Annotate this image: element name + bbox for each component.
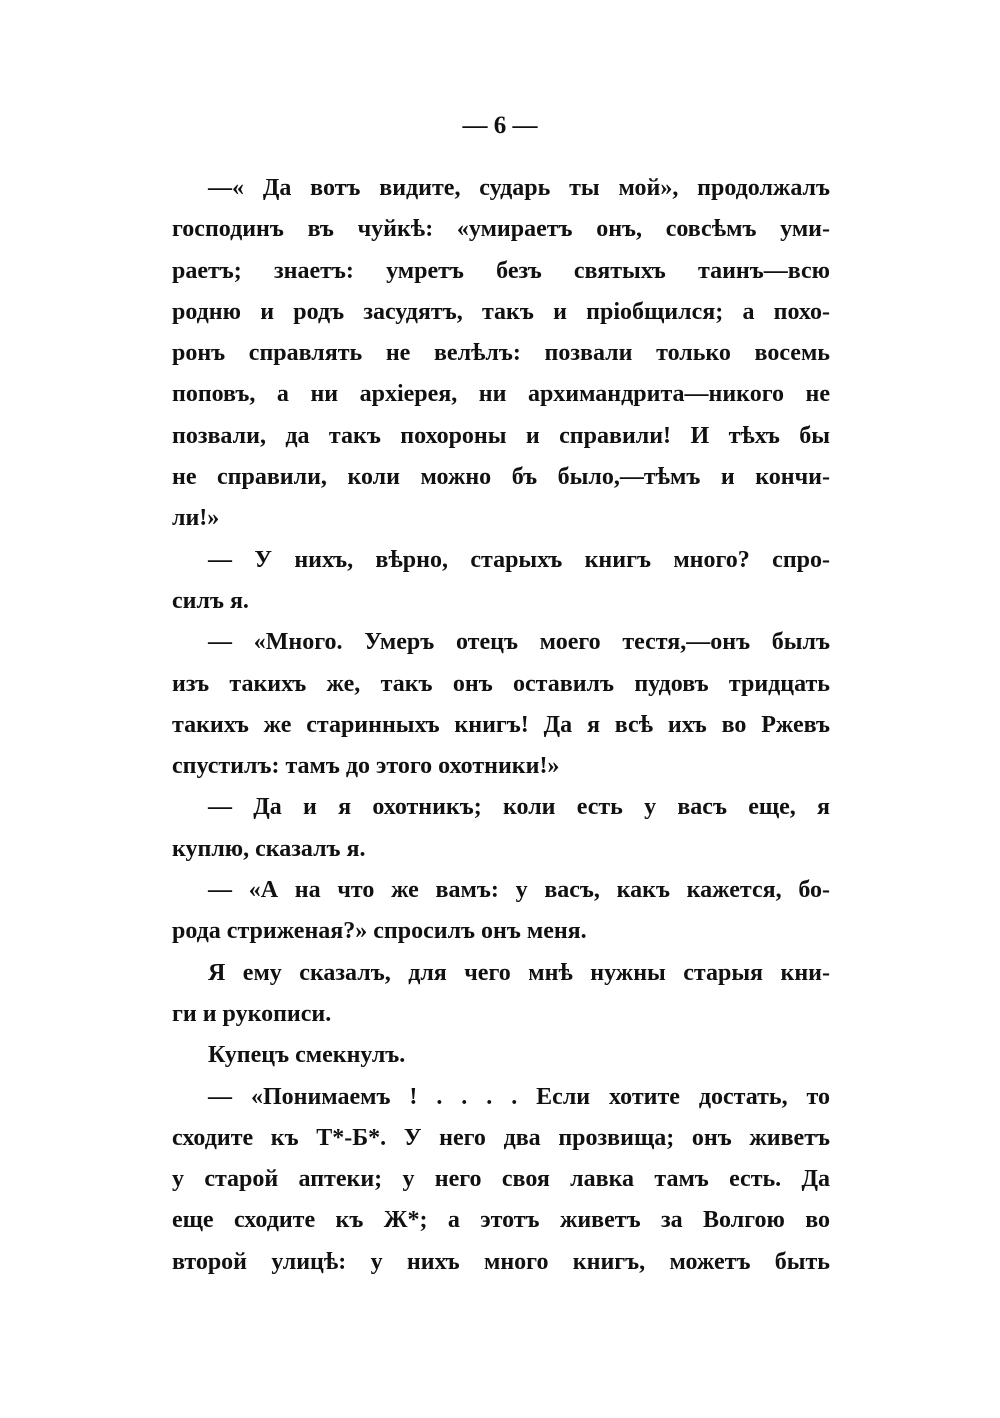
text-line: — «А на что же вамъ: у васъ, какъ кажется, бо-: [208, 877, 830, 904]
text-line: — Да и я охотникъ; коли есть у васъ еще, я: [208, 794, 830, 821]
text-line: не справили, коли можно бъ было,—тѣмъ и кончи-: [172, 464, 830, 491]
text-line: куплю, сказалъ я.: [172, 835, 366, 862]
text-line: у старой аптеки; у него своя лавка тамъ есть. Да: [172, 1166, 830, 1193]
text-line: сходите къ Т*-Б*. У него два прозвища; онъ живетъ: [172, 1124, 830, 1151]
text-line: такихъ же старинныхъ книгъ! Да я всѣ ихъ во Ржевъ: [172, 711, 830, 738]
text-line: второй улицѣ: у нихъ много книгъ, можетъ быть: [172, 1248, 830, 1275]
text-line: рода стриженая?» спросилъ онъ меня.: [172, 918, 587, 945]
paragraph: [172, 540, 830, 623]
text-line: ронъ справлять не велѣлъ: позвали только восемь: [172, 340, 830, 367]
text-line: ли!»: [172, 505, 220, 532]
text-line: —« Да вотъ видите, сударь ты мой», продолжалъ: [208, 175, 830, 201]
text-line: позвали, да такъ похороны и справили! И тѣхъ бы: [172, 422, 830, 449]
text-line: раетъ; знаетъ: умретъ безъ святыхъ таинъ—всю: [172, 257, 830, 284]
text-line: Купецъ смекнулъ.: [208, 1042, 406, 1069]
page-number: — 6 —: [462, 112, 538, 139]
text-line: силъ я.: [172, 587, 249, 614]
paragraph: [172, 622, 830, 787]
text-line: родню и родъ засудятъ, такъ и пріобщился; а похо-: [172, 298, 830, 325]
text-line: спустилъ: тамъ до этого охотники!»: [172, 753, 560, 780]
text-line: Я ему сказалъ, для чего мнѣ нужны старыя кни-: [208, 959, 830, 986]
text-line: — «Много. Умеръ отецъ моего тестя,—онъ былъ: [208, 629, 830, 656]
paragraph: [172, 870, 830, 953]
paragraph: [172, 1035, 830, 1076]
paragraph: [172, 1077, 830, 1283]
body-text: [172, 168, 830, 1283]
paragraph: [172, 787, 830, 870]
text-line: — У нихъ, вѣрно, старыхъ книгъ много? спро-: [208, 546, 830, 573]
text-line: еще сходите къ Ж*; а этотъ живетъ за Волгою во: [172, 1207, 830, 1234]
paragraph: [172, 953, 830, 1036]
paragraph: [172, 168, 830, 540]
text-line: изъ такихъ же, такъ онъ оставилъ пудовъ тридцать: [172, 670, 830, 697]
text-line: поповъ, а ни архіерея, ни архимандрита—никого не: [172, 381, 830, 408]
text-line: — «Понимаемъ ! . . . . Если хотите достать, то: [208, 1083, 830, 1110]
text-line: господинъ въ чуйкѣ: «умираетъ онъ, совсѣмъ уми-: [172, 216, 830, 243]
text-line: ги и рукописи.: [172, 1000, 332, 1027]
